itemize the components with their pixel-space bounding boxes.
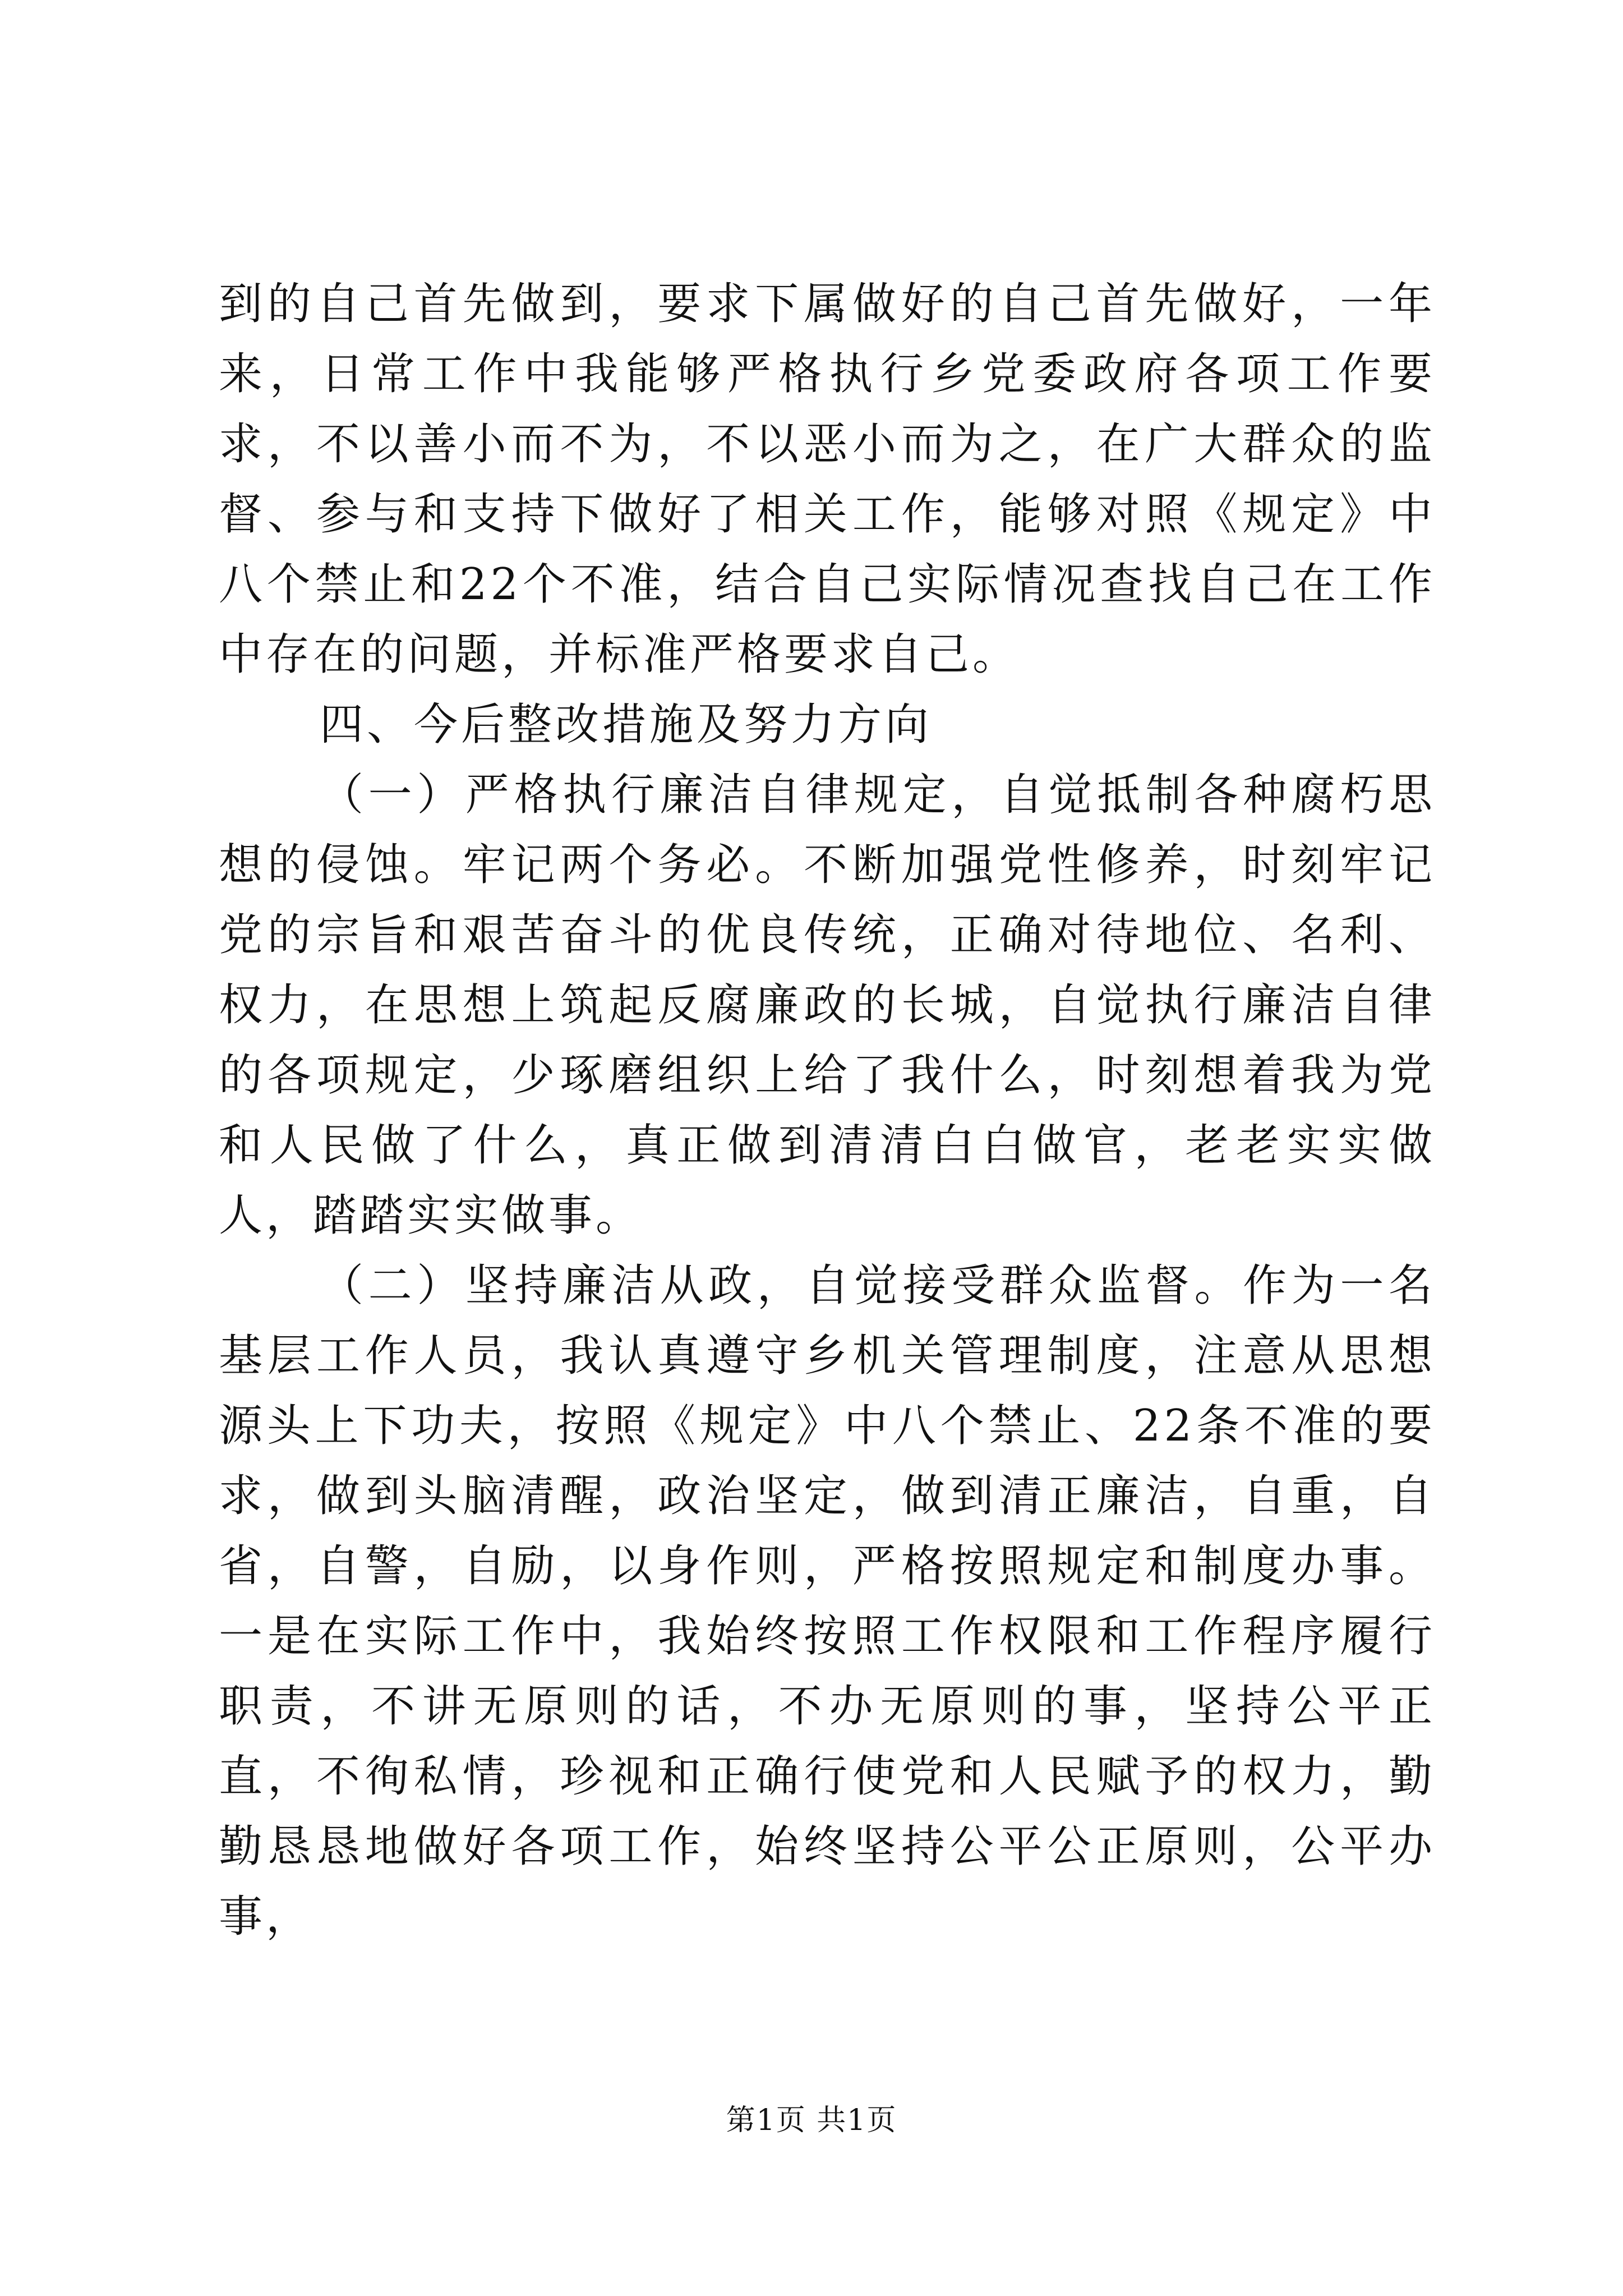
paragraph-item-two: （二）坚持廉洁从政，自觉接受群众监督。作为一名基层工作人员，我认真遵守乡机关管理制度，注意从思想源头上下功夫，按照《规定》中八个禁止、22条不准的要求，做到头脑清醒，政治坚定，做到清正廉洁，自重，自省，自警，自励，以身作则，严格按照规定和制度办事。一是在实际工作中，我始终按照工作权限和工作程序履行职责，不讲无原则的话，不办无原则的事，坚持公平正直，不徇私情，珍视和正确行使党和人民赋予的权力，勤勤恳恳地做好各项工作，始终坚持公平公正原则，公平办事， [219,1260,1436,1942]
page-number-footer: 第1页 共1页 [726,2104,897,2137]
paragraph-continuation: 到的自己首先做到，要求下属做好的自己首先做好，一年来，日常工作中我能够严格执行乡党委政府各项工作要求，不以善小而不为，不以恶小而为之，在广大群众的监督、参与和支持下做好了相关工作，能够对照《规定》中八个禁止和22个不准，结合自己实际情况查找自己在工作中存在的问题，并标准严格要求自己。 [219,279,1436,680]
paragraph-item-one: （一）严格执行廉洁自律规定，自觉抵制各种腐朽思想的侵蚀。牢记两个务必。不断加强党性修养，时刻牢记党的宗旨和艰苦奋斗的优良传统，正确对待地位、名利、权力，在思想上筑起反腐廉政的长城，自觉执行廉洁自律的各项规定，少琢磨组织上给了我什么，时刻想着我为党和人民做了什么，真正做到清清白白做官，老老实实做人，踏踏实实做事。 [219,770,1436,1241]
section-heading: 四、今后整改措施及努力方向 [320,700,933,750]
document-body [219,269,1436,1952]
